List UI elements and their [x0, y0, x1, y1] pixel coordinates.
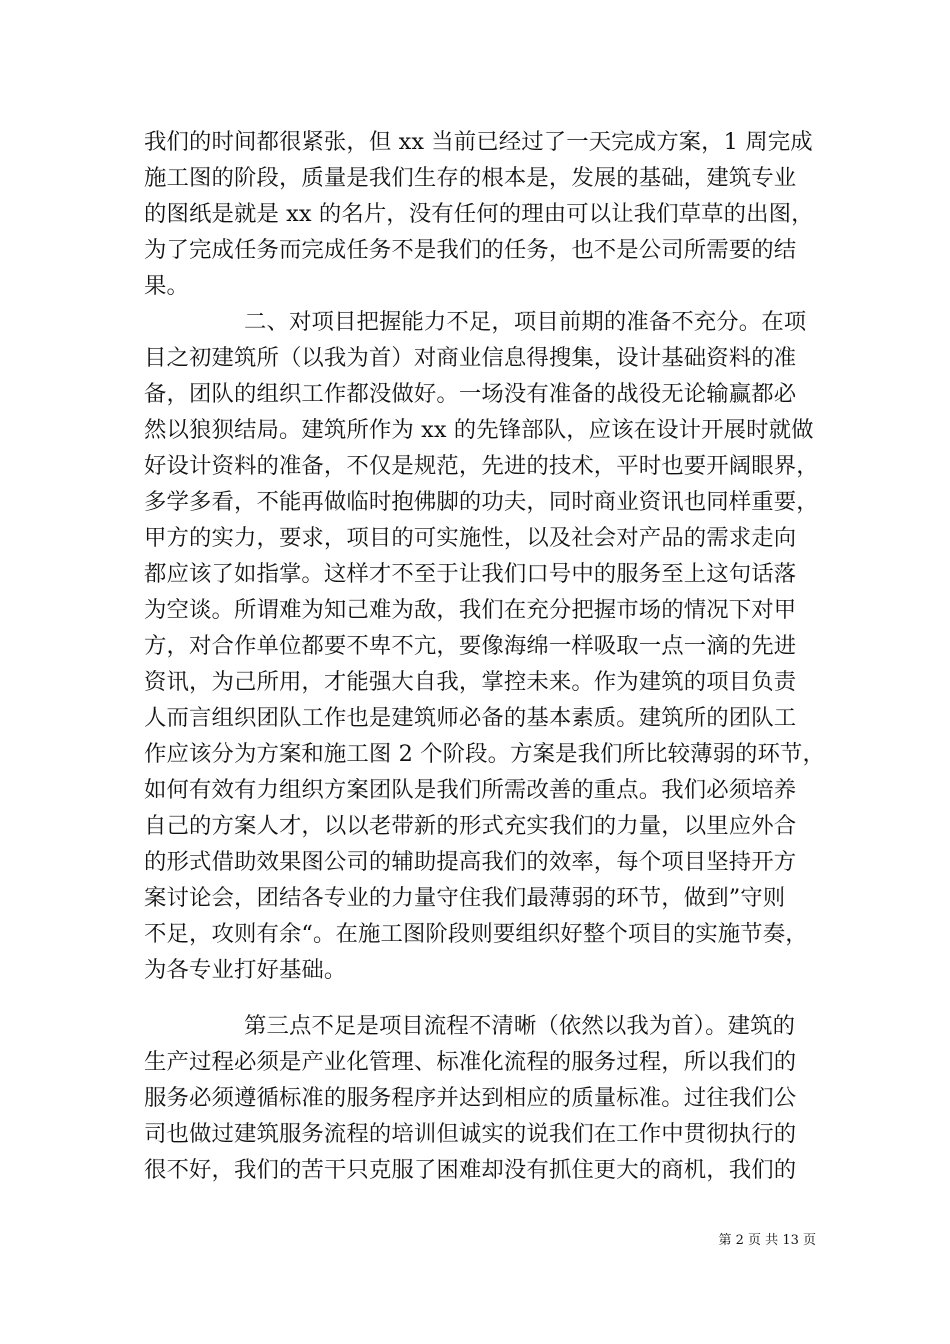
text-line: 多学多看，不能再做临时抱佛脚的功夫，同时商业资讯也同样重要，: [144, 489, 819, 515]
text-line: 我们的时间都很紧张，但 xx 当前已经过了一天完成方案，1 周完成: [144, 129, 813, 155]
text-line: 目之初建筑所（以我为首）对商业信息得搜集，设计基础资料的准: [144, 345, 797, 371]
paragraph-first-line: 二、对项目把握能力不足，项目前期的准备不充分。在项: [244, 309, 807, 335]
text-line: 果。: [144, 273, 189, 299]
text-line: 资讯，为己所用，才能强大自我，掌控未来。作为建筑的项目负责: [144, 669, 797, 695]
text-line: 自己的方案人才，以以老带新的形式充实我们的力量，以里应外合: [144, 813, 797, 839]
text-line: 甲方的实力，要求，项目的可实施性，以及社会对产品的需求走向: [144, 525, 797, 551]
text-line: 的图纸是就是 xx 的名片，没有任何的理由可以让我们草草的出图，: [144, 201, 814, 227]
text-line: 方，对合作单位都要不卑不亢，要像海绵一样吸取一点一滴的先进: [144, 633, 797, 659]
text-line: 施工图的阶段，质量是我们生存的根本是，发展的基础，建筑专业: [144, 165, 797, 191]
text-line: 然以狼狈结局。建筑所作为 xx 的先锋部队，应该在设计开展时就做: [144, 417, 814, 443]
text-line: 好设计资料的准备，不仅是规范，先进的技术，平时也要开阔眼界，: [144, 453, 819, 479]
text-line: 司也做过建筑服务流程的培训但诚实的说我们在工作中贯彻执行的: [144, 1121, 797, 1147]
text-line: 如何有效有力组织方案团队是我们所需改善的重点。我们必须培养: [144, 777, 797, 803]
text-line: 作应该分为方案和施工图 2 个阶段。方案是我们所比较薄弱的环节，: [144, 741, 826, 767]
text-line: 人而言组织团队工作也是建筑师必备的基本素质。建筑所的团队工: [144, 705, 797, 731]
text-line: 不足，攻则有余“。在施工图阶段则要组织好整个项目的实施节奏，: [144, 921, 808, 947]
page-number-footer: 第 2 页 共 13 页: [718, 1233, 816, 1248]
text-line: 为空谈。所谓难为知己难为敌，我们在充分把握市场的情况下对甲: [144, 597, 797, 623]
text-line: 生产过程必须是产业化管理、标准化流程的服务过程，所以我们的: [144, 1049, 797, 1075]
text-line: 备，团队的组织工作都没做好。一场没有准备的战役无论输赢都必: [144, 381, 797, 407]
text-line: 为各专业打好基础。: [144, 957, 347, 983]
text-line: 案讨论会，团结各专业的力量守住我们最薄弱的环节，做到”守则: [144, 885, 786, 911]
text-line: 为了完成任务而完成任务不是我们的任务，也不是公司所需要的结: [144, 237, 797, 263]
text-line: 都应该了如指掌。这样才不至于让我们口号中的服务至上这句话落: [144, 561, 797, 587]
paragraph-first-line: 第三点不足是项目流程不清晰（依然以我为首）。建筑的: [244, 1013, 796, 1039]
text-line: 服务必须遵循标准的服务程序并达到相应的质量标准。过往我们公: [144, 1085, 797, 1111]
text-line: 的形式借助效果图公司的辅助提高我们的效率，每个项目坚持开方: [144, 849, 797, 875]
text-line: 很不好，我们的苦干只克服了困难却没有抓住更大的商机，我们的: [144, 1157, 797, 1183]
